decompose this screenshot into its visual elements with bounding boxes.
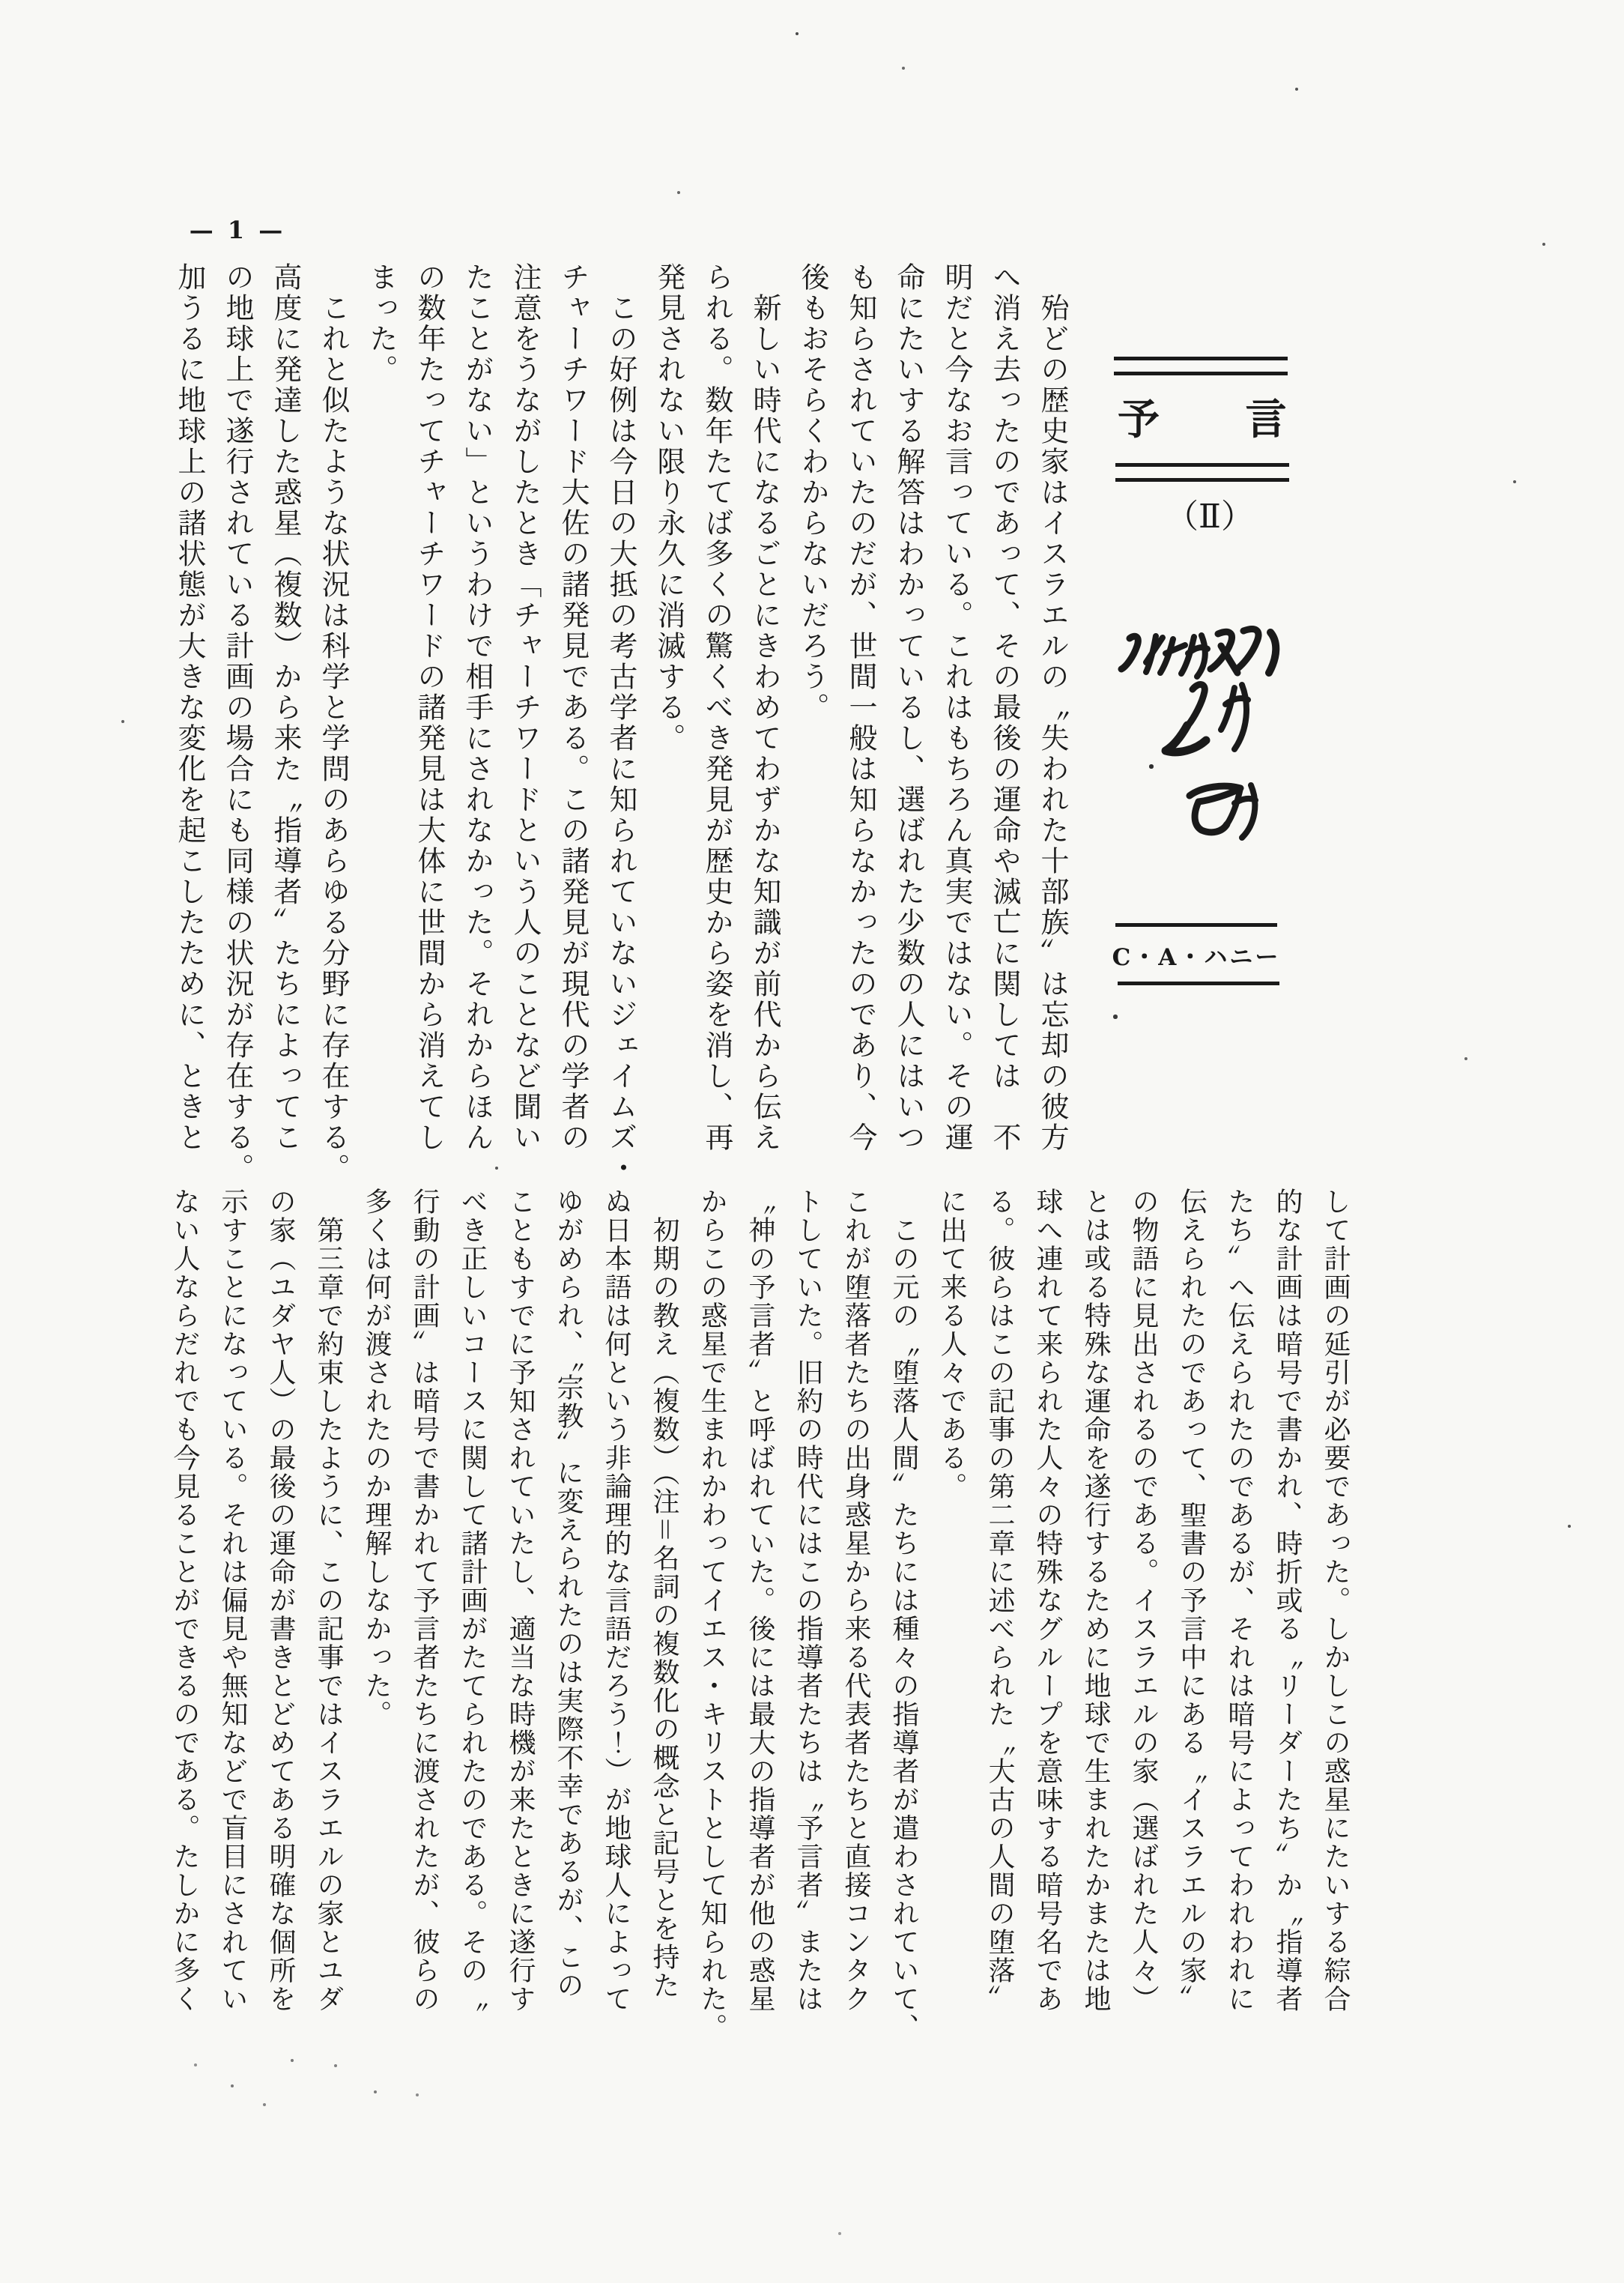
text-column: ぬ日本語は何という非論理的な言語だろう！）が地球人によって bbox=[601, 1188, 631, 2013]
text-column: 新しい時代になるごとにきわめてわずかな知識が前代から伝え bbox=[748, 262, 781, 1153]
text-column: からこの惑星で生まれかわってイエス・キリストとして知られた。 bbox=[697, 1188, 727, 2042]
text-column: の家（ユダヤ人）の最後の運命が書きとどめてある明確な個所を bbox=[265, 1188, 296, 2013]
text-column: これと似たような状況は科学と学問のあらゆる分野に存在する。 bbox=[317, 262, 350, 1184]
text-column: 殆どの歴史家はイスラエルの〝失われた十部族〟は忘却の彼方 bbox=[1036, 262, 1069, 1153]
text-column: 加うるに地球上の諸状態が大きな変化を起こしたために、ときと bbox=[173, 262, 206, 1153]
text-column: とは或る特殊な運命を遂行するために地球で生まれたかまたは地 bbox=[1080, 1188, 1111, 2013]
text-column: 行動の計画〟は暗号で書かれて予言者たちに渡されたが、彼らの bbox=[409, 1188, 440, 2013]
text-column: たことがない」というわけで相手にされなかった。それからほん bbox=[461, 262, 494, 1153]
text-column: に出て来る人々である。 bbox=[936, 1188, 967, 1501]
text-column: られる。数年たてば多くの驚くべき発見が歴史から姿を消し、再 bbox=[700, 262, 733, 1153]
body-upper-block bbox=[166, 262, 1076, 1184]
title-rule-top bbox=[1114, 357, 1288, 375]
author-rule-top bbox=[1115, 923, 1277, 927]
text-column: 明だと今なお言っている。これはもちろん真実ではない。その運 bbox=[940, 262, 973, 1153]
text-column: 高度に発達した惑星（複数）から来た〝指導者〟たちによってこ bbox=[269, 262, 302, 1153]
page-title bbox=[1118, 395, 1287, 444]
text-column: チャーチワード大佐の諸発見である。この諸発見が現代の学者の bbox=[557, 262, 590, 1153]
text-column: この元の〝堕落人間〟たちには種々の指導者が遣わされていて、 bbox=[888, 1188, 919, 2042]
text-column: こともすでに予知されていたし、適当な時機が来たときに遂行す bbox=[505, 1188, 536, 2013]
title-char-second: 言 bbox=[1245, 395, 1287, 444]
text-column: 発見されない限り永久に消滅する。 bbox=[652, 262, 685, 754]
text-column: ゆがめられ、〝宗教〟に変えられたのは実際不幸であるが、この bbox=[553, 1188, 584, 2000]
text-column: この好例は今日の大抵の考古学者に知られていないジェイムズ・ bbox=[605, 262, 637, 1184]
text-column: 的な計画は暗号で書かれ、時折或る〝リーダーたち〟か〝指導者 bbox=[1272, 1188, 1303, 2013]
text-column: 球へ連れて来られた人々の特殊なグループを意味する暗号名であ bbox=[1032, 1188, 1063, 2013]
text-column: へ消え去ったのであって、その最後の運命や滅亡に関しては 不 bbox=[988, 262, 1021, 1153]
text-column: 伝えられたのであって、聖書の予言中にある〝イスラエルの家〟 bbox=[1176, 1188, 1207, 2013]
author-name: C・A・ハニー bbox=[1112, 944, 1281, 971]
text-column: 初期の教え（複数）（注＝名詞の複数化の概念と記号とを持た bbox=[649, 1188, 679, 2000]
text-column: ない人ならだれでも今見ることができるのである。たしかに多く bbox=[169, 1188, 200, 2013]
title-char-first: 予 bbox=[1118, 395, 1160, 444]
text-column: トしていた。旧約の時代にはこの指導者たちは〝予言者〟または bbox=[793, 1188, 823, 2013]
title-rule-bottom bbox=[1115, 463, 1289, 482]
text-column: も知らされていたのだが、世間一般は知らなかったのであり、今 bbox=[844, 262, 877, 1153]
text-column: 多くは何が渡されたのか理解しなかった。 bbox=[361, 1188, 392, 1729]
text-column: べき正しいコースに関して諸計画がたてられたのである。その〝 bbox=[457, 1188, 488, 2013]
text-column: 第三章で約束したように、この記事ではイスラエルの家とユダ bbox=[313, 1188, 344, 2013]
text-column: の物語に見出されるのである。イスラエルの家（選ばれた人々） bbox=[1128, 1188, 1159, 2013]
text-column: の数年たってチャーチワードの諸発見は大体に世間から消えてし bbox=[413, 262, 446, 1153]
text-column: る。彼らはこの記事の第二章に述べられた〝大古の人間の堕落〟 bbox=[984, 1188, 1015, 2013]
text-column: して計画の延引が必要であった。しかしこの惑星にたいする綜合 bbox=[1320, 1188, 1351, 2013]
text-column: 後もおそらくわからないだろう。 bbox=[796, 262, 829, 723]
author-rule-bottom bbox=[1118, 982, 1279, 985]
text-column: 〝神の予言者〟と呼ばれていた。後には最大の指導者が他の惑星 bbox=[745, 1188, 775, 2013]
text-column: これが堕落者たちの出身惑星から来る代表者たちと直接コンタク bbox=[840, 1188, 871, 2013]
text-column: 注意をうながしたとき「チャーチワードという人のことなど聞い bbox=[509, 262, 542, 1153]
volume-number: （Ⅱ） bbox=[1166, 498, 1254, 536]
scan-noise-speckles bbox=[0, 0, 1, 1]
text-column: の地球上で遂行されている計画の場合にも同様の状況が存在する。 bbox=[221, 262, 254, 1184]
body-lower-block bbox=[160, 1188, 1359, 2042]
text-column: たち〟へ伝えられたのであるが、それは暗号によってわれわれに bbox=[1224, 1188, 1255, 2013]
text-column: 示すことになっている。それは偏見や無知などで盲目にされてい bbox=[217, 1188, 248, 2013]
text-column: 命にたいする解答はわかっているし、選ばれた少数の人にはいつ bbox=[892, 262, 925, 1153]
handwritten-annotation bbox=[1101, 620, 1296, 845]
text-column: まった。 bbox=[365, 262, 398, 385]
page-number: — 1 — bbox=[189, 216, 286, 244]
